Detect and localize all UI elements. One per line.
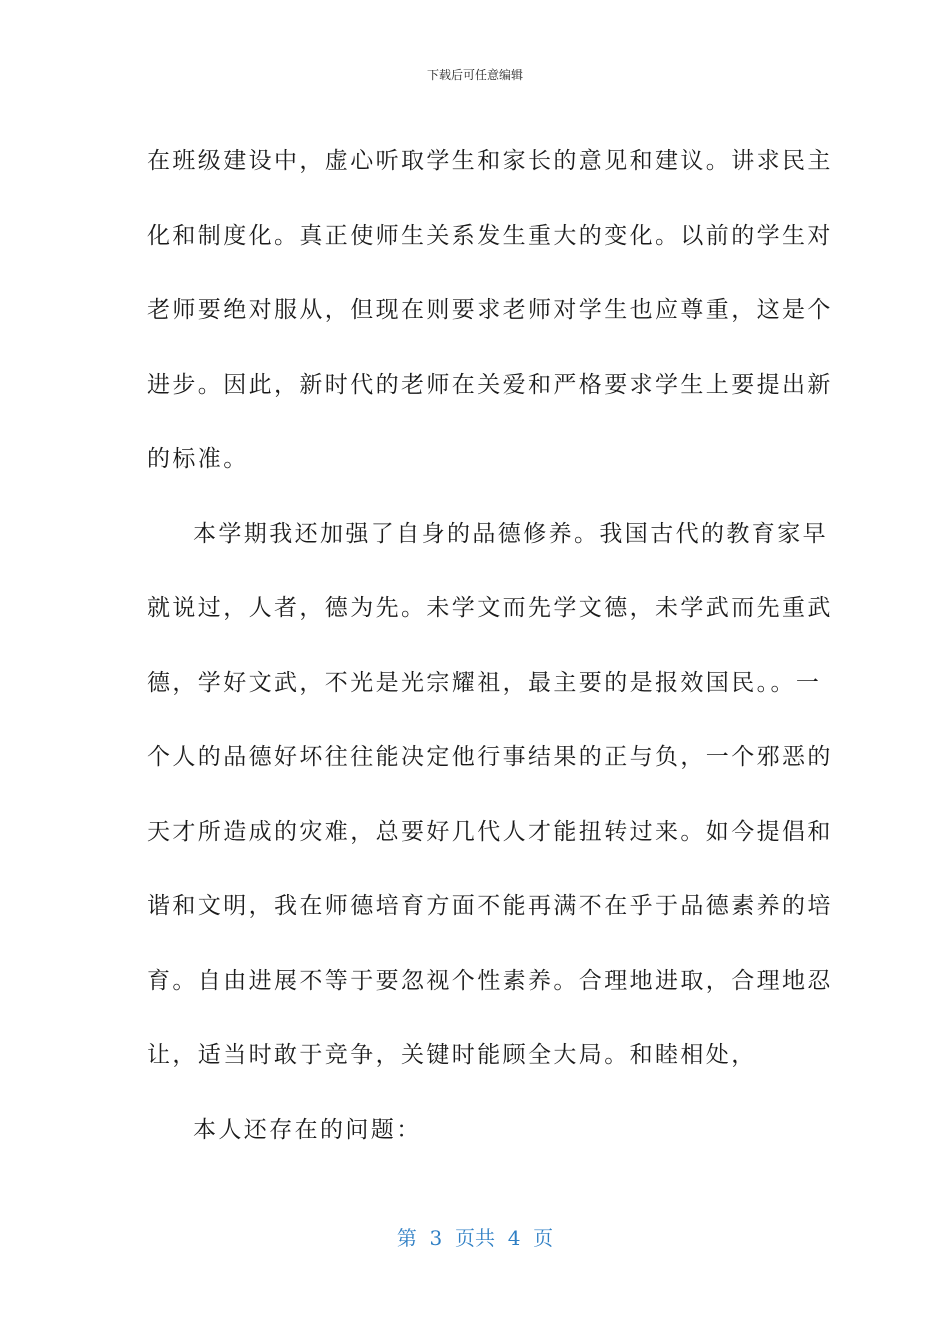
body-line: 让，适当时敢于竞争，关键时能顾全大局。和睦相处， (147, 1042, 757, 1068)
page-number-footer: 第 3 页共 4 页 (396, 1226, 554, 1250)
body-line: 谐和文明，我在师德培育方面不能再满不在乎于品德素养的培 (147, 893, 833, 919)
paragraph-start-line: 本人还存在的问题： (193, 1116, 422, 1143)
body-line: 育。自由进展不等于要忽视个性素养。合理地进取，合理地忍 (147, 967, 833, 994)
page-header: 下载后可任意编辑 (426, 68, 523, 82)
body-line: 天才所造成的灾难，总要好几代人才能扭转过来。如今提倡和 (147, 818, 833, 845)
body-line: 德，学好文武，不光是光宗耀祖，最主要的是报效国民。。一 (147, 669, 822, 696)
paragraph-start-line: 本学期我还加强了自身的品德修养。我国古代的教育家早 (193, 520, 828, 547)
body-line: 进步。因此，新时代的老师在关爱和严格要求学生上要提出新 (147, 371, 833, 398)
body-line: 就说过，人者，德为先。未学文而先学文德，未学武而先重武 (147, 595, 833, 621)
document-body (147, 124, 833, 1167)
body-line: 个人的品德好坏往往能决定他行事结果的正与负，一个邪恶的 (147, 744, 833, 770)
body-line: 在班级建设中，虚心听取学生和家长的意见和建议。讲求民主 (147, 148, 833, 174)
body-line: 的标准。 (147, 446, 249, 472)
body-line: 化和制度化。真正使师生关系发生重大的变化。以前的学生对 (147, 222, 833, 249)
body-line: 老师要绝对服从，但现在则要求老师对学生也应尊重，这是个 (147, 297, 833, 323)
